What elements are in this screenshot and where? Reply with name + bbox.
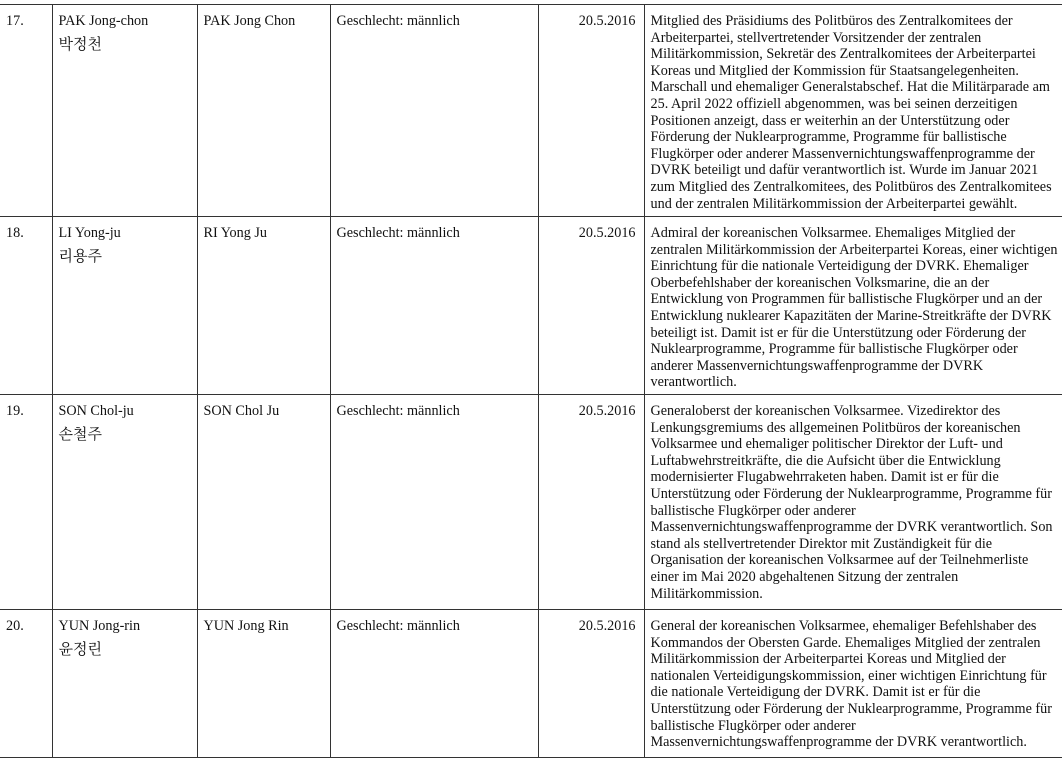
entry-name: LI Yong-ju [58, 225, 121, 241]
table-row [0, 5, 1062, 217]
entry-name-cell [52, 610, 197, 758]
entry-name: PAK Jong-chon [58, 13, 149, 29]
entry-alias: SON Chol Ju [197, 395, 330, 610]
entry-name-cell [52, 5, 197, 217]
entry-number: 18. [0, 217, 52, 395]
entry-date: 20.5.2016 [538, 395, 644, 610]
table-row [0, 395, 1062, 610]
entry-name-korean: 손철주 [58, 424, 102, 443]
entry-name: SON Chol-ju [58, 403, 134, 419]
entry-description: Generaloberst der koreanischen Volksarmee. Vizedirektor des Lenkungsgremiums des allgemeinen Politbüros der koreanischen Volksarmee und ehemaliger politischer Direktor der Luft- und Luftabwehrstreitkräfte, die die Aufsicht über die Entwicklung modernisierter Flugabwehrraketen haben. Damit ist er für die Unterstützung oder Förderung der Nuklearprogramme, Programme für ballistische Flugkörper oder anderer Massenvernichtungswaffenprogramme der DVRK verantwortlich. Son stand als stellvertretender Direktor mit Zuständigkeit für die Organisation der koreanischen Volksarmee auf der Teilnehmerliste einer im Mai 2020 abgehaltenen Sitzung der zentralen Militärkommission. [644, 395, 1062, 610]
entry-name-cell [52, 217, 197, 395]
entry-name-cell [52, 395, 197, 610]
table-row [0, 610, 1062, 758]
entry-description: General der koreanischen Volksarmee, ehemaliger Befehlshaber des Kommandos der Obersten Garde. Ehemaliges Mitglied der zentralen Militärkommission der Arbeiterpartei Koreas und Mitglied der nationalen Verteidigungskommission, einer wichtigen Einrichtung für die nationale Verteidigung der DVRK. Damit ist er für die Unterstützung oder Förderung der Nuklearprogramme, Programme für ballistische Flugkörper oder anderer Massenvernichtungswaffenprogramme der DVRK verantwortlich. [644, 610, 1062, 758]
entry-alias: PAK Jong Chon [197, 5, 330, 217]
entry-name-korean: 리용주 [58, 246, 102, 265]
entry-date: 20.5.2016 [538, 610, 644, 758]
entry-alias: YUN Jong Rin [197, 610, 330, 758]
entry-description: Admiral der koreanischen Volksarmee. Ehemaliges Mitglied der zentralen Militärkommission der Arbeiterpartei Koreas, einer wichtigen Einrichtung für die nationale Verteidigung der DVRK. Ehemaliger Oberbefehlshaber der koreanischen Volksmarine, die an der Entwicklung von Programmen für ballistische Flugkörper und an der Entwicklung nuklearer Kapazitäten der Marine-Streitkräfte der DVRK beteiligt ist. Damit ist er für die Unterstützung oder Förderung der Nuklearprogramme, Programme für ballistische Flugkörper oder anderer Massenvernichtungswaffenprogramme der DVRK verantwortlich. [644, 217, 1062, 395]
entry-gender: Geschlecht: männlich [330, 217, 538, 395]
entry-name: YUN Jong-rin [58, 618, 141, 634]
entry-number: 17. [0, 5, 52, 217]
entry-number: 19. [0, 395, 52, 610]
entry-name-korean: 박정천 [58, 34, 102, 53]
sanctions-table [0, 4, 1062, 758]
entry-gender: Geschlecht: männlich [330, 610, 538, 758]
table-row [0, 217, 1062, 395]
entry-name-korean: 윤정린 [58, 639, 102, 658]
entry-date: 20.5.2016 [538, 5, 644, 217]
entry-gender: Geschlecht: männlich [330, 5, 538, 217]
entry-gender: Geschlecht: männlich [330, 395, 538, 610]
entry-date: 20.5.2016 [538, 217, 644, 395]
entry-description: Mitglied des Präsidiums des Politbüros des Zentralkomitees der Arbeiterpartei, stellvertretender Vorsitzender der zentralen Militärkommission, Sekretär des Zentralkomitees der Arbeiterpartei Koreas und Mitglied der Kommission für Staatsangelegenheiten. Marschall und ehemaliger Generalstabschef. Hat die Militärparade am 25. April 2022 offiziell abgenommen, was bei seinen derzeitigen Positionen anzeigt, dass er weiterhin an der Unterstützung oder Förderung der Nuklearprogramme, Programme für ballistische Flugkörper oder anderer Massenvernichtungswaffenprogramme der DVRK beteiligt und dafür verantwortlich ist. Wurde im Januar 2021 zum Mitglied des Zentralkomitees, des Politbüros des Zentralkomitees und der zentralen Militärkommission der Arbeiterpartei gewählt. [644, 5, 1062, 217]
entry-number: 20. [0, 610, 52, 758]
entry-alias: RI Yong Ju [197, 217, 330, 395]
